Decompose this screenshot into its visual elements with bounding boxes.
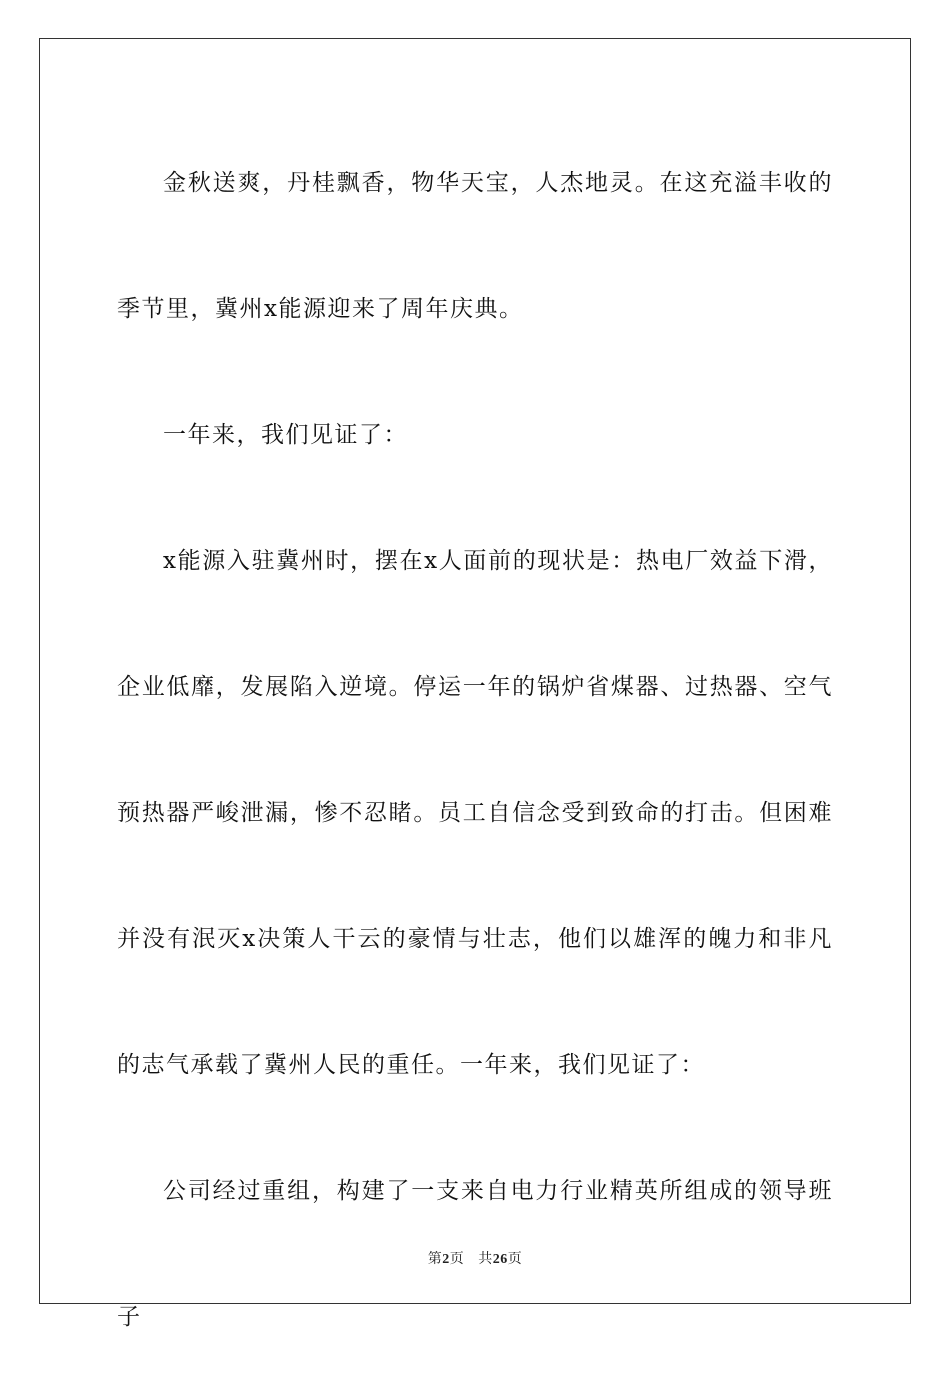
total-pages: 26 xyxy=(492,1252,508,1267)
paragraph-3: x能源入驻冀州时，摆在x人面前的现状是：热电厂效益下滑，企业低靡，发展陷入逆境。停运一年的锅炉省煤器、过热器、空气预热器严峻泄漏，惨不忍睹。员工自信念受到致命的打击。但困难并没有泯灭x决策人干云的豪情与壮志，他们以雄浑的魄力和非凡的志气承载了冀州人民的重任。一年来，我们见证了： xyxy=(117,548,833,1078)
total-prefix: 共 xyxy=(478,1251,493,1267)
page-footer xyxy=(0,1248,950,1268)
page-number: 2 xyxy=(442,1252,450,1267)
document-body xyxy=(117,120,833,1380)
paragraph-1: 金秋送爽，丹桂飘香，物华天宝，人杰地灵。在这充溢丰收的季节里，冀州x能源迎来了周年庆典。 xyxy=(117,170,833,322)
paragraph-2: 一年来，我们见证了： xyxy=(163,422,408,448)
page-prefix: 第 xyxy=(427,1251,443,1267)
paragraph-4: 公司经过重组，构建了一支来自电力行业精英所组成的领导班子 xyxy=(117,1178,833,1330)
total-suffix: 页 xyxy=(507,1251,523,1267)
page-suffix: 页 xyxy=(449,1251,465,1267)
